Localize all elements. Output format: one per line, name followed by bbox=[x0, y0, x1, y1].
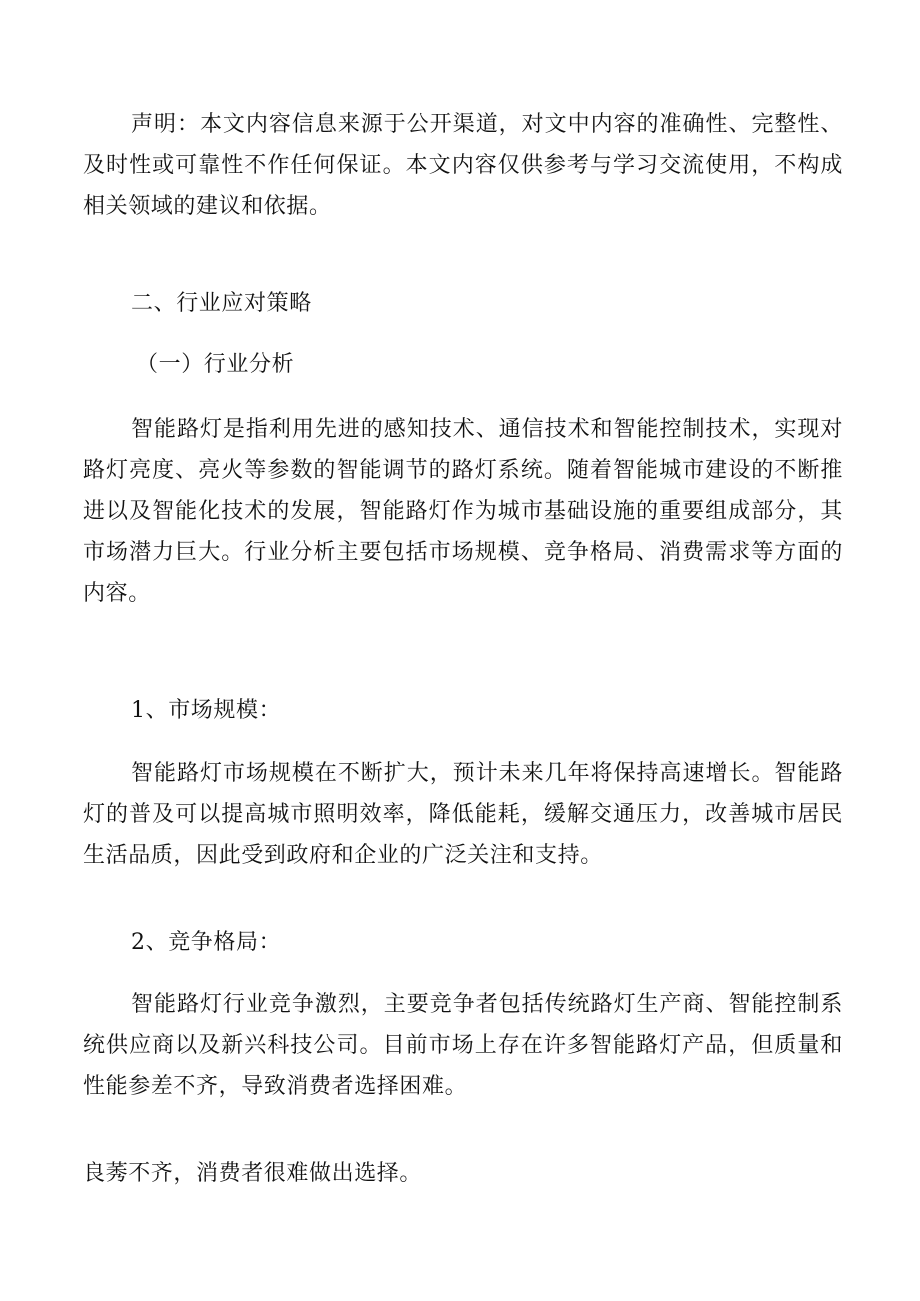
item1-title: 1、市场规模： bbox=[131, 698, 282, 723]
intro-paragraph: 智能路灯是指利用先进的感知技术、通信技术和智能控制技术，实现对路灯亮度、亮火等参数的智能调节的路灯系统。随着智能城市建设的不断推进以及智能化技术的发展，智能路灯作为城市基础设施的重要组成部分，其市场潜力巨大。行业分析主要包括市场规模、竞争格局、消费需求等方面的内容。 bbox=[83, 417, 843, 606]
disclaimer-paragraph: 声明：本文内容信息来源于公开渠道，对文中内容的准确性、完整性、及时性或可靠性不作任何保证。本文内容仅供参考与学习交流使用，不构成相关领域的建议和依据。 bbox=[83, 112, 843, 219]
subsection-title: （一）行业分析 bbox=[136, 352, 295, 377]
item1-paragraph: 智能路灯市场规模在不断扩大，预计未来几年将保持高速增长。智能路灯的普及可以提高城市照明效率，降低能耗，缓解交通压力，改善城市居民生活品质，因此受到政府和企业的广泛关注和支持。 bbox=[83, 761, 843, 868]
trailing-fragment: 良莠不齐，消费者很难做出选择。 bbox=[83, 1161, 423, 1186]
item2-paragraph: 智能路灯行业竞争激烈，主要竞争者包括传统路灯生产商、智能控制系统供应商以及新兴科技公司。目前市场上存在许多智能路灯产品，但质量和性能参差不齐，导致消费者选择困难。 bbox=[83, 992, 843, 1099]
item2-title: 2、竞争格局： bbox=[131, 930, 282, 955]
section-title: 二、行业应对策略 bbox=[131, 291, 312, 316]
